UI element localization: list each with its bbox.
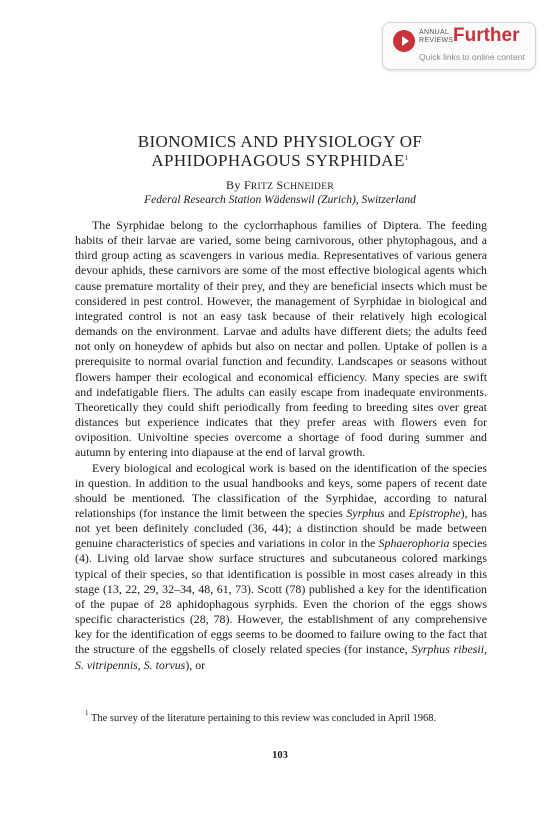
footnote-text: The survey of the literature pertaining to this review was concluded in April 1968. (90, 713, 437, 724)
paragraph-1: The Syrphidae belong to the cyclorrhaphous families of Diptera. The feeding habits of their larvae are varied, some being carnivorous, other phytophagous, and a third group acting as scavengers in various media. Representatives of various genera devour aphids, these carnivors are some of the most effective biological agents which cause premature mortality of their prey, and they are beneficial insects which must be considered in pest control. However, the management of Syrphidae in biological and integrated control is not an easy task because of their relatively high ecological demands on the environment. Larvae and adults have different diets; the adults feed not only on honeydew of aphids but also on nectar and pollen. Uptake of pollen is a prerequisite to normal ovarial function and fecundity. Landscapes or seasons without flowers hamper their ecological and economical efficiency. Many species are swift and indefatigable fliers. The adults can easily escape from inadequate environments. Theoretically they could shift periodically from feeding to breeding sites over great distances but experience indicates that they prefer areas with flowers even for oviposition. Univoltine species overcome a shortage of food during summer and autumn by entering into diapause at the end of larval growth. (75, 218, 487, 460)
footnote (75, 709, 487, 726)
body-text (75, 218, 487, 673)
title-line-2: APHIDOPHAGOUS SYRPHIDAE$^1$ (151, 151, 409, 170)
author-by: By (226, 178, 241, 192)
page-number: 103 (272, 750, 288, 761)
further-label: Further (453, 25, 520, 46)
author-name: FRITZ SCHNEIDER (243, 178, 334, 192)
further-links-banner[interactable] (382, 22, 536, 70)
author-line (0, 178, 560, 193)
title-line-1: BIONOMICS AND PHYSIOLOGY OF (137, 132, 423, 151)
title-footnote-mark: 1 (404, 154, 409, 162)
annual-reviews-brand: ANNUAL REVIEWS (419, 29, 454, 44)
further-subtitle: Quick links to online content (419, 52, 525, 62)
article-title (0, 132, 560, 170)
affiliation: Federal Research Station Wädenswil (Zurich), Switzerland (144, 194, 416, 206)
footnote-mark: 1 (85, 709, 89, 717)
paragraph-2: Every biological and ecological work is based on the identification of the species in question. In addition to the usual handbooks and keys, some papers of recent date should be mentioned. The classification of the Syrphidae, according to natural relationships (for instance the limit between the species Syrphus and Epistrophe), has not yet been definitely concluded (36, 44); a distinction should be made between genuine characteristics of species and variations in color in the Sphaerophoria species (4). Living old larvae show surface structures and subcutaneous colored markings typical of their species, so that identification is possible in most cases already in this stage (13, 22, 29, 32–34, 48, 61, 73). Scott (78) published a key for the identification of the pupae of 28 aphidophagous syrphids. Even the chorion of the eggs shows specific characteristics (28, 78). However, the establishment of any comprehensive key for the identification of eggs seems to be doomed to failure owing to the fact that the structure of the eggshells of closely related species (for instance, Syrphus ribesii, S. vitripennis, S. torvus), or (75, 460, 488, 672)
annual-reviews-logo-icon (393, 30, 415, 52)
